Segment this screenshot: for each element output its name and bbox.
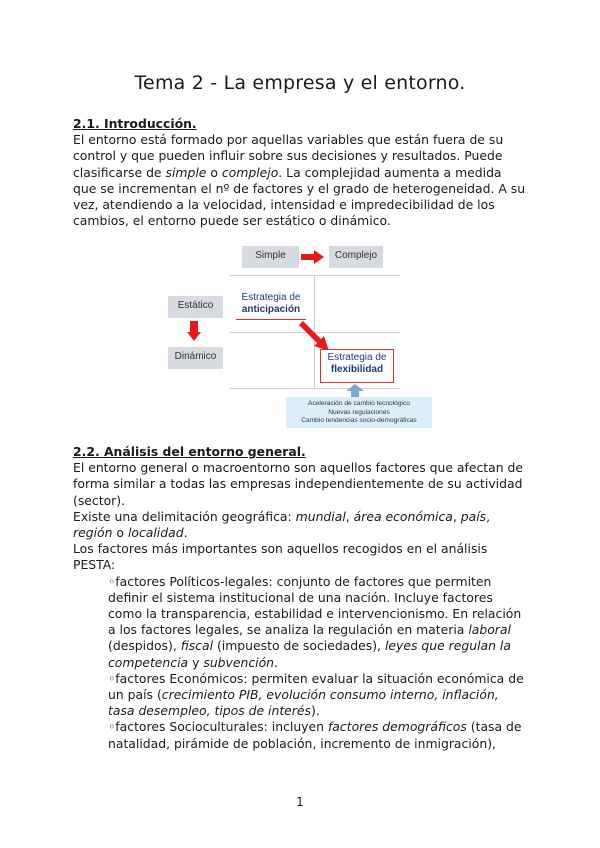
geo-text: Existe una delimitación geográfica:	[73, 508, 296, 524]
term-localidad: localidad	[127, 525, 184, 541]
geo-connector: o	[112, 525, 128, 541]
arrow-right-icon	[301, 250, 325, 264]
entorno-diagram	[165, 243, 435, 428]
factor-politicos	[73, 574, 528, 671]
term-subvencion: subvención	[203, 654, 275, 670]
pol-text-b: (despidos),	[108, 638, 181, 654]
box-estrategia-anticipacion	[236, 290, 306, 320]
pol-text-e: .	[274, 654, 278, 670]
entorno-paragraph-2	[73, 509, 528, 541]
term-simple: simple	[165, 164, 207, 180]
term-factores-demograficos: factores demográficos	[327, 719, 467, 735]
section-heading-entorno-general: 2.2. Análisis del entorno general.	[73, 444, 306, 459]
section-introduccion	[73, 116, 528, 229]
geo-comma-3: ,	[486, 508, 491, 524]
term-mundial: mundial	[295, 508, 346, 524]
term-region: región	[73, 525, 113, 541]
pol-text-c: (impuesto de sociedades),	[213, 638, 385, 654]
geo-comma-2: ,	[452, 508, 461, 524]
page-number: 1	[296, 795, 304, 809]
term-area-economica: área económica	[353, 508, 453, 524]
box-complejo: Complejo	[329, 246, 383, 268]
pol-text-d: y	[188, 654, 204, 670]
factor-economicos	[73, 671, 528, 720]
term-fiscal: fiscal	[180, 638, 214, 654]
soc-text-b: (tasa de natalidad, pirámide de población, incremento de inmigración),	[108, 719, 522, 751]
geo-comma-1: ,	[345, 508, 354, 524]
entorno-paragraph-3: Los factores más importantes son aquellos recogidos en el análisis PESTA:	[73, 541, 488, 573]
grid-line-bottom	[230, 388, 400, 389]
flexibilidad-line-2: flexibilidad	[330, 364, 384, 375]
legend-line-2: Nuevas regulaciones	[328, 408, 390, 416]
term-leyes-competencia: leyes que regulan la competencia	[108, 638, 511, 670]
anticipacion-line-2: anticipación	[241, 304, 301, 315]
entorno-paragraph-1: El entorno general o macroentorno son aquellos factores que afectan de forma similar a todas las empresas independientemente de su actividad (sector).	[73, 460, 524, 508]
soc-text-a: ◦factores Socioculturales: incluyen	[108, 719, 328, 735]
factor-socioculturales	[73, 719, 528, 751]
term-laboral: laboral	[468, 622, 511, 638]
pol-text-a: ◦factores Políticos-legales: conjunto de factores que permiten definir el sistema institucional de una nación. Incluye factores como la transparencia, estabilidad e intervencionismo. En relación a los factores legales, se analiza la regulación en materia	[108, 573, 522, 638]
legend-box	[286, 397, 432, 428]
box-estatico: Estático	[168, 296, 223, 318]
page-title: Tema 2 - La empresa y el entorno.	[134, 72, 466, 94]
intro-connector: o	[206, 164, 222, 180]
box-simple: Simple	[242, 246, 299, 268]
legend-line-3: Cambio tendencias socio-demográficas	[301, 417, 417, 424]
legend-line-1: Aceleración de cambio tecnológico	[308, 400, 410, 407]
section-heading-introduccion: 2.1. Introducción.	[73, 116, 197, 131]
intro-paragraph	[73, 132, 528, 229]
flexibilidad-line-1: Estrategia de	[327, 352, 387, 363]
term-pais: país	[460, 508, 487, 524]
intro-text-a: El entorno está formado por aquellas variables que están fuera de su control y que pueden influir sobre sus decisiones y resultados. Puede clasificarse de	[73, 132, 504, 180]
eco-text-a: ◦factores Económicos: permiten evaluar la situación económica de un país (	[108, 670, 524, 703]
box-dinamico: Dinámico	[168, 347, 223, 369]
arrow-down-icon	[187, 321, 201, 341]
anticipacion-line-1: Estrategia de	[241, 292, 301, 303]
eco-text-b: ).	[310, 703, 320, 719]
intro-text-b: . La complejidad aumenta a medida que se incrementan el nº de factores y el grado de heterogeneidad. A su vez, atendiendo a la velocidad, intensidad e impredecibilidad de los cambios, el entorno puede ser estático o dinámico.	[73, 164, 526, 229]
box-estrategia-flexibilidad	[320, 349, 394, 383]
grid-line-top	[230, 275, 400, 276]
geo-dot: .	[183, 525, 188, 541]
arrow-up-icon	[346, 384, 364, 398]
term-complejo: complejo	[221, 164, 279, 180]
section-entorno-general	[73, 444, 528, 752]
eco-indicators: crecimiento PIB, evolución consumo interno, inflación, tasa desempleo, tipos de interés	[108, 687, 499, 719]
